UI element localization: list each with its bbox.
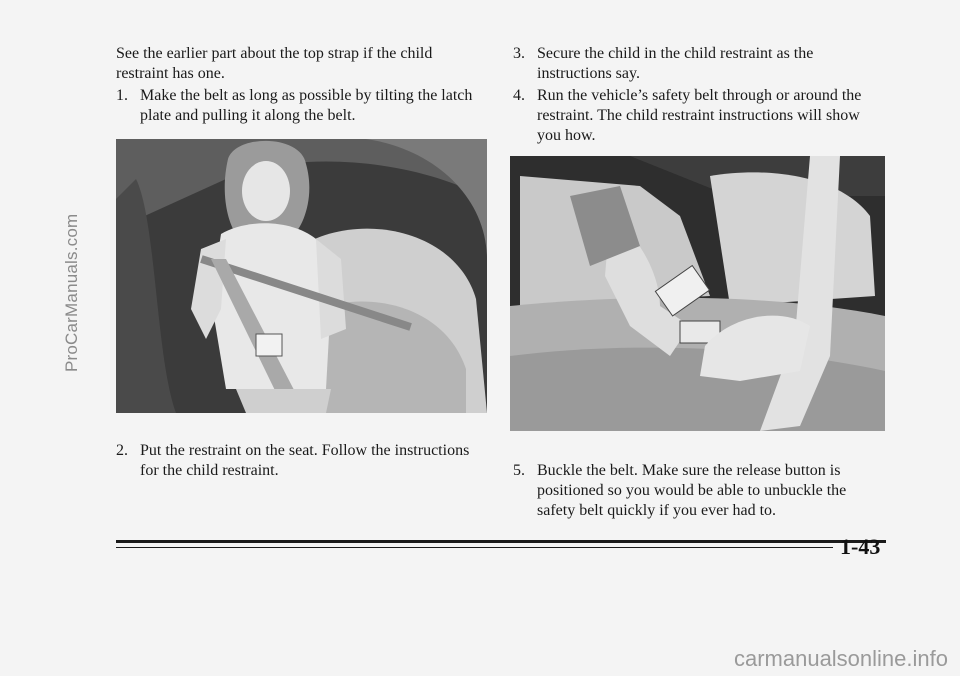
step-text-line: Secure the child in the child restraint as the [537, 45, 814, 62]
step-number: 1. [116, 87, 128, 104]
step-number: 4. [513, 87, 525, 104]
step-text-line: positioned so you would be able to unbuckle the [537, 482, 847, 499]
illustration-buckling-belt [510, 156, 885, 431]
footer-rule-thin [116, 547, 833, 548]
belt-latch-illustration [116, 139, 487, 413]
buckle-illustration [510, 156, 885, 431]
step-text-line: you how. [537, 127, 596, 144]
illustration-adjusting-belt [116, 139, 487, 413]
step-number: 3. [513, 45, 525, 62]
step-2 [116, 441, 486, 481]
step-text-line: instructions say. [537, 65, 640, 82]
page-number: 1-43 [840, 534, 881, 559]
step-text-line: safety belt quickly if you ever had to. [537, 502, 777, 519]
side-watermark: ProCarManuals.com [62, 213, 81, 372]
step-number: 2. [116, 442, 128, 459]
intro-paragraph: See the earlier part about the top strap if the child restraint has one. [116, 45, 433, 82]
step-text-line: for the child restraint. [140, 462, 279, 479]
step-text-line: Make the belt as long as possible by tilting the latch [140, 87, 473, 104]
step-5 [513, 461, 893, 521]
step-4 [513, 86, 893, 146]
step-text-line: plate and pulling it along the belt. [140, 107, 356, 124]
step-3 [513, 44, 893, 84]
step-text-line: restraint. The child restraint instructions will show [537, 107, 860, 124]
step-text-line: Run the vehicle’s safety belt through or around the [537, 87, 862, 104]
footer-rule-thick [116, 540, 886, 543]
step-text-line: Buckle the belt. Make sure the release button is [537, 462, 841, 479]
step-1 [116, 86, 486, 126]
step-text-line: Put the restraint on the seat. Follow the instructions [140, 442, 470, 459]
footer-watermark: carmanualsonline.info [733, 646, 948, 671]
step-number: 5. [513, 462, 525, 479]
